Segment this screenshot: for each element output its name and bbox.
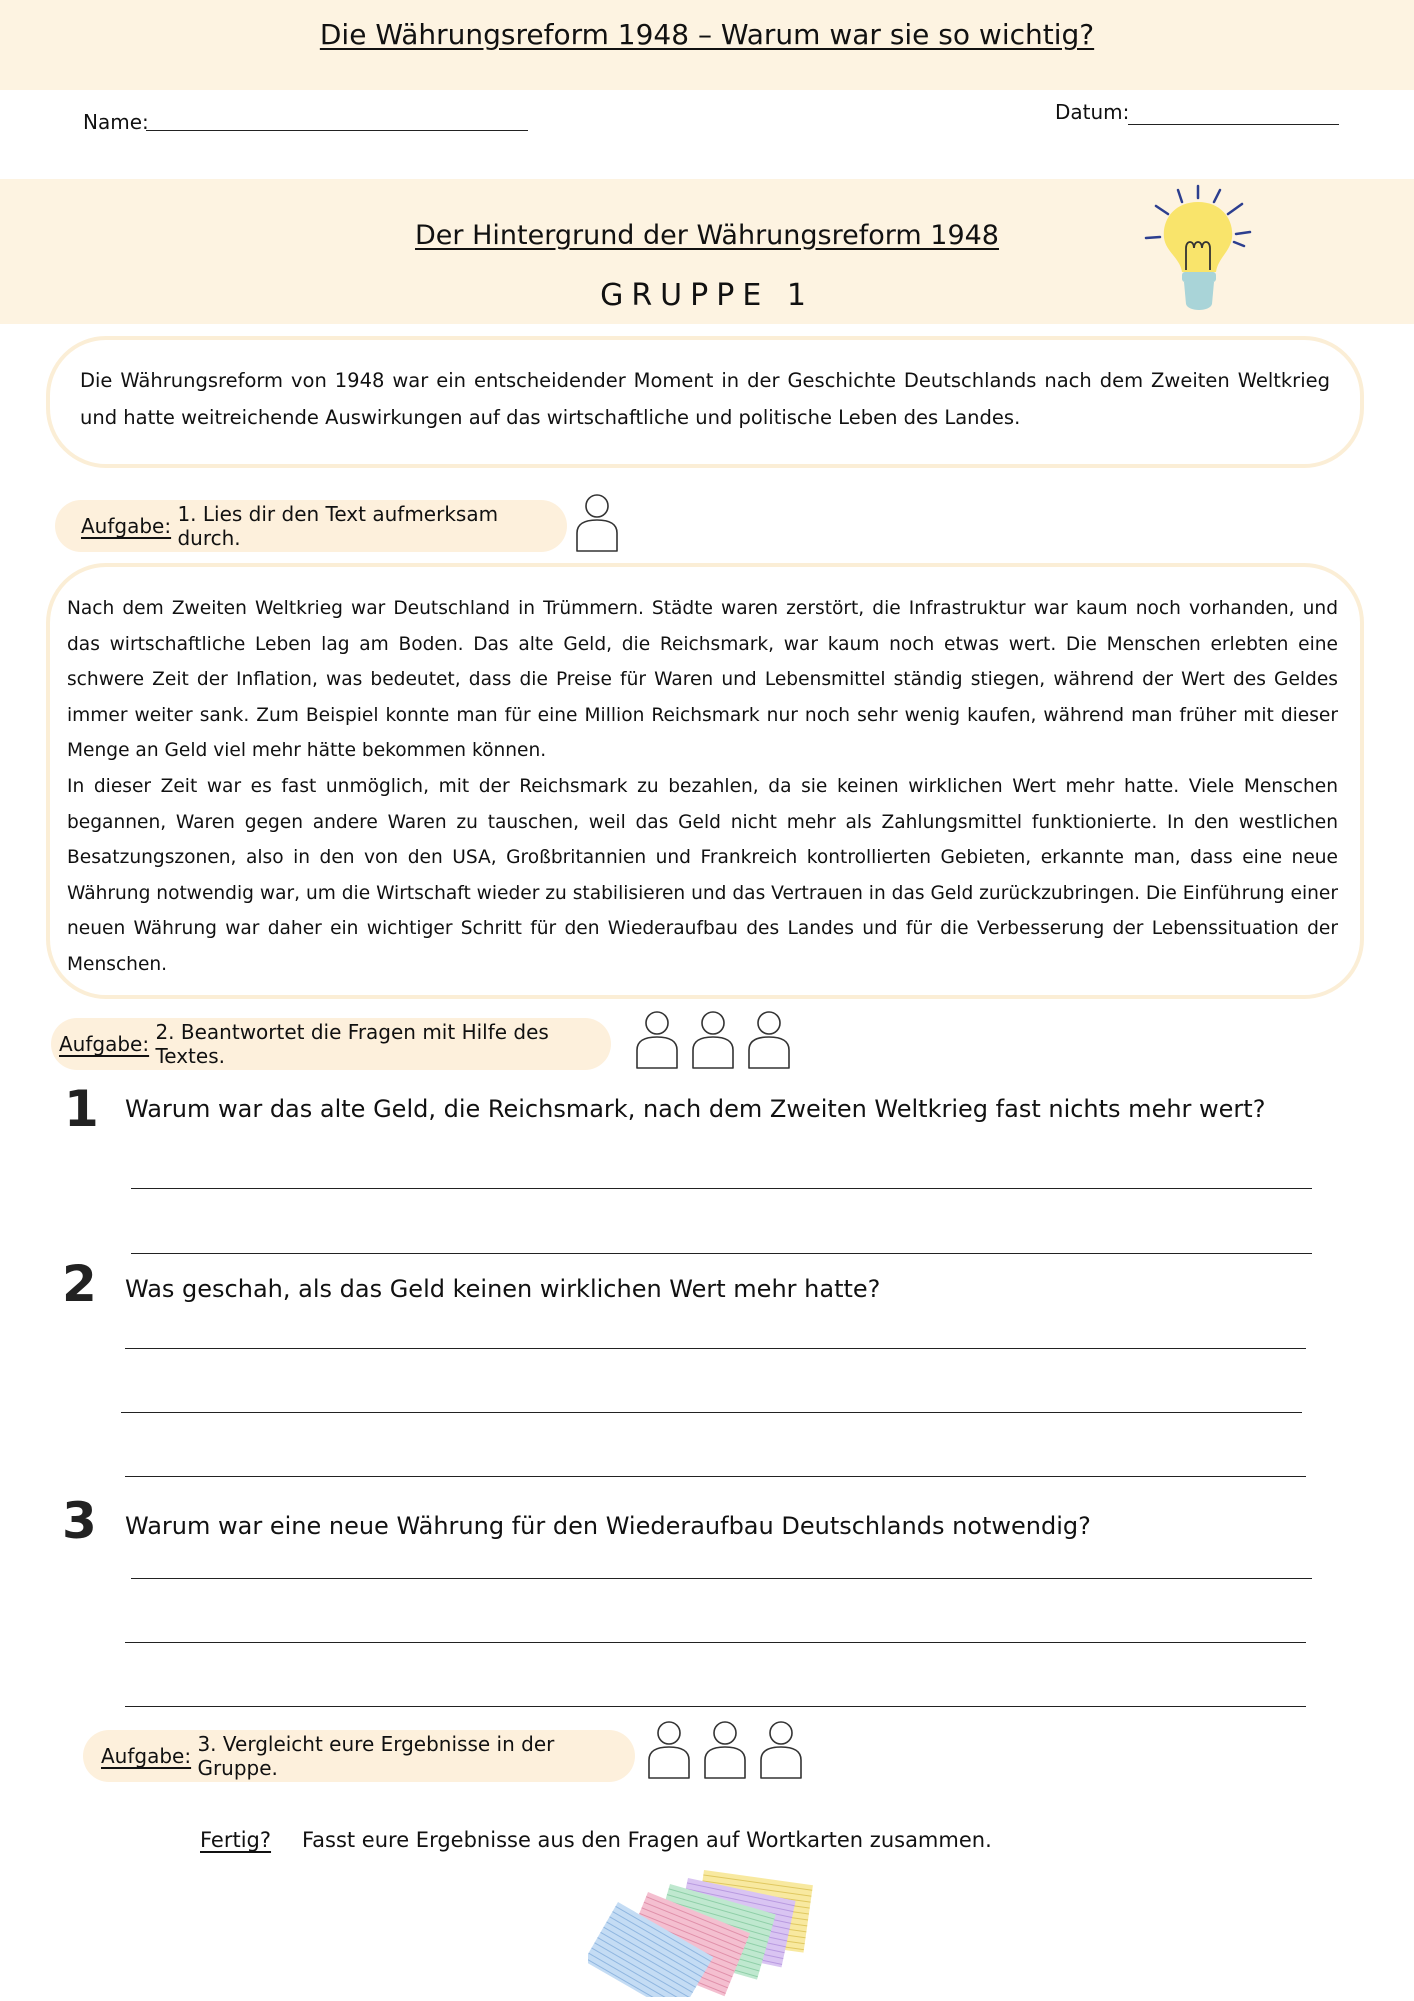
task3-label: Aufgabe: bbox=[101, 1744, 192, 1768]
single-person-icon bbox=[574, 493, 620, 555]
answer-line[interactable] bbox=[125, 1348, 1306, 1349]
task2-label: Aufgabe: bbox=[59, 1032, 150, 1056]
group-label: GRUPPE 1 bbox=[600, 278, 814, 313]
answer-line[interactable] bbox=[125, 1706, 1306, 1707]
task1-pill bbox=[55, 500, 567, 552]
index-cards-icon bbox=[588, 1862, 828, 1997]
reading-paragraph-1: Nach dem Zweiten Weltkrieg war Deutschland in Trümmern. Städte waren zerstört, die Infrastruktur war kaum noch vorhanden, und das wirtschaftliche Leben lag am Boden. Das alte Geld, die Reichsmark, war kaum noch etwas wert. Die Menschen erlebten eine schwere Zeit der Inflation, was bedeutet, dass die Preise für Waren und Lebensmittel ständig stiegen, während der Wert des Geldes immer weiter sank. Zum Beispiel konnte man für eine Million Reichsmark nur noch sehr wenig kaufen, während man früher mit dieser Menge an Geld viel mehr hätte bekommen können. bbox=[67, 598, 1338, 762]
question-3-text: Warum war eine neue Währung für den Wiederaufbau Deutschlands notwendig? bbox=[125, 1512, 1091, 1540]
question-1-text: Warum war das alte Geld, die Reichsmark, nach dem Zweiten Weltkrieg fast nichts mehr wert? bbox=[125, 1095, 1266, 1123]
name-field[interactable] bbox=[146, 130, 528, 131]
group-icon bbox=[634, 1010, 794, 1072]
answer-line[interactable] bbox=[131, 1188, 1312, 1189]
question-3-number: 3 bbox=[62, 1492, 97, 1550]
page-title: Die Währungsreform 1948 – Warum war sie so wichtig? bbox=[319, 18, 1095, 51]
task2-text: 2. Beantwortet die Fragen mit Hilfe des Textes. bbox=[155, 1020, 549, 1068]
name-label: Name: bbox=[83, 110, 149, 134]
group-icon bbox=[646, 1720, 806, 1782]
answer-line[interactable] bbox=[121, 1412, 1302, 1413]
answer-line[interactable] bbox=[125, 1642, 1306, 1643]
date-field[interactable] bbox=[1128, 124, 1339, 125]
done-label: Fertig? bbox=[200, 1828, 272, 1852]
reading-paragraph-2: In dieser Zeit war es fast unmöglich, mit der Reichsmark zu bezahlen, da sie keinen wirklichen Wert mehr hatte. Viele Menschen begannen, Waren gegen andere Waren zu tauschen, weil das Geld nicht mehr als Zahlungsmittel funktionierte. In den westlichen Besatzungszonen, also in den von den USA, Großbritannien und Frankreich kontrollierten Gebieten, erkannte man, dass eine neue Währung notwendig war, um die Wirtschaft wieder zu stabilisieren und das Vertrauen in das Geld zurückzubringen. Die Einführung einer neuen Währung war daher ein wichtiger Schritt für den Wiederaufbau des Landes und für die Verbesserung der Lebenssituation der Menschen. bbox=[67, 775, 1338, 975]
answer-line[interactable] bbox=[131, 1578, 1312, 1579]
lightbulb-icon bbox=[1138, 182, 1258, 317]
intro-box bbox=[46, 336, 1364, 468]
intro-text: Die Währungsreform von 1948 war ein entscheidender Moment in der Geschichte Deutschlands nach dem Zweiten Weltkrieg und hatte weitreichende Auswirkungen auf das wirtschaftliche und politische Leben des Landes. bbox=[80, 369, 1330, 429]
task1-label: Aufgabe: bbox=[81, 514, 172, 538]
section-title: Der Hintergrund der Währungsreform 1948 bbox=[415, 220, 999, 251]
task3-pill bbox=[83, 1730, 635, 1782]
task1-text: 1. Lies dir den Text aufmerksam durch. bbox=[177, 502, 499, 550]
question-1-number: 1 bbox=[64, 1080, 99, 1138]
question-2-text: Was geschah, als das Geld keinen wirklichen Wert mehr hatte? bbox=[125, 1275, 881, 1303]
done-text: Fasst eure Ergebnisse aus den Fragen auf Wortkarten zusammen. bbox=[302, 1828, 992, 1852]
date-label: Datum: bbox=[1055, 100, 1130, 124]
answer-line[interactable] bbox=[131, 1253, 1312, 1254]
task3-text: 3. Vergleicht eure Ergebnisse in der Gruppe. bbox=[197, 1732, 555, 1780]
task2-pill bbox=[51, 1018, 611, 1070]
reading-box bbox=[46, 563, 1364, 999]
answer-line[interactable] bbox=[125, 1476, 1306, 1477]
question-2-number: 2 bbox=[62, 1255, 97, 1313]
